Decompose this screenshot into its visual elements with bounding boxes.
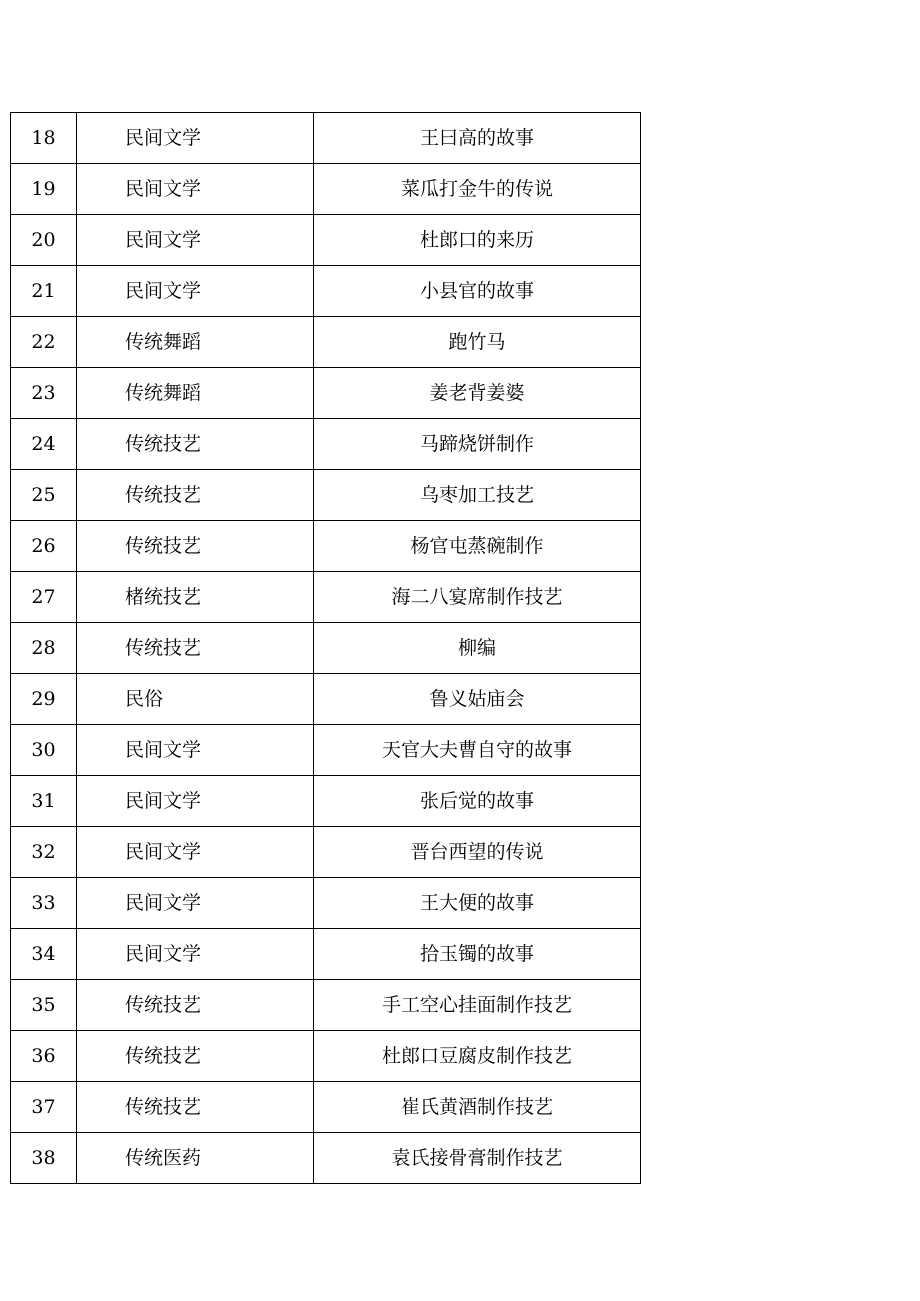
row-number-cell: 36 (11, 1031, 77, 1082)
table-row (11, 1082, 641, 1133)
item-name-cell: 杜郎口的来历 (314, 215, 641, 266)
table-row (11, 113, 641, 164)
item-name-cell: 小县官的故事 (314, 266, 641, 317)
row-number-cell: 18 (11, 113, 77, 164)
row-number-cell: 26 (11, 521, 77, 572)
table-row (11, 878, 641, 929)
heritage-list-table (10, 112, 641, 1184)
table-row (11, 215, 641, 266)
row-number-cell: 21 (11, 266, 77, 317)
item-name-cell: 鲁义姑庙会 (314, 674, 641, 725)
category-cell: 民间文学 (77, 113, 314, 164)
table-row (11, 929, 641, 980)
category-cell: 传统技艺 (77, 521, 314, 572)
category-cell: 传统医药 (77, 1133, 314, 1184)
category-cell: 传统舞蹈 (77, 317, 314, 368)
category-cell: 传统技艺 (77, 1031, 314, 1082)
category-cell: 民间文学 (77, 215, 314, 266)
row-number-cell: 20 (11, 215, 77, 266)
item-name-cell: 崔氏黄酒制作技艺 (314, 1082, 641, 1133)
row-number-cell: 32 (11, 827, 77, 878)
table-row (11, 368, 641, 419)
row-number-cell: 35 (11, 980, 77, 1031)
item-name-cell: 王曰高的故事 (314, 113, 641, 164)
category-cell: 民间文学 (77, 266, 314, 317)
table-row (11, 674, 641, 725)
table-row (11, 623, 641, 674)
table-row (11, 521, 641, 572)
item-name-cell: 拾玉镯的故事 (314, 929, 641, 980)
category-cell: 民俗 (77, 674, 314, 725)
category-cell: 楮统技艺 (77, 572, 314, 623)
row-number-cell: 28 (11, 623, 77, 674)
category-cell: 传统技艺 (77, 980, 314, 1031)
table-row (11, 1133, 641, 1184)
row-number-cell: 19 (11, 164, 77, 215)
category-cell: 传统技艺 (77, 623, 314, 674)
item-name-cell: 海二八宴席制作技艺 (314, 572, 641, 623)
item-name-cell: 晋台西望的传说 (314, 827, 641, 878)
category-cell: 传统技艺 (77, 419, 314, 470)
category-cell: 民间文学 (77, 827, 314, 878)
row-number-cell: 29 (11, 674, 77, 725)
row-number-cell: 27 (11, 572, 77, 623)
item-name-cell: 马蹄烧饼制作 (314, 419, 641, 470)
row-number-cell: 34 (11, 929, 77, 980)
category-cell: 民间文学 (77, 776, 314, 827)
table-row (11, 317, 641, 368)
row-number-cell: 23 (11, 368, 77, 419)
item-name-cell: 姜老背姜婆 (314, 368, 641, 419)
item-name-cell: 王大便的故事 (314, 878, 641, 929)
table-row (11, 470, 641, 521)
item-name-cell: 手工空心挂面制作技艺 (314, 980, 641, 1031)
category-cell: 传统舞蹈 (77, 368, 314, 419)
row-number-cell: 24 (11, 419, 77, 470)
table-row (11, 776, 641, 827)
table-row (11, 164, 641, 215)
item-name-cell: 杜郎口豆腐皮制作技艺 (314, 1031, 641, 1082)
table-row (11, 266, 641, 317)
table-row (11, 572, 641, 623)
row-number-cell: 38 (11, 1133, 77, 1184)
row-number-cell: 25 (11, 470, 77, 521)
item-name-cell: 张后觉的故事 (314, 776, 641, 827)
row-number-cell: 31 (11, 776, 77, 827)
item-name-cell: 柳编 (314, 623, 641, 674)
category-cell: 传统技艺 (77, 470, 314, 521)
table-body (11, 113, 641, 1184)
item-name-cell: 乌枣加工技艺 (314, 470, 641, 521)
row-number-cell: 33 (11, 878, 77, 929)
item-name-cell: 天官大夫曹自守的故事 (314, 725, 641, 776)
category-cell: 民间文学 (77, 929, 314, 980)
table-row (11, 419, 641, 470)
item-name-cell: 杨官屯蒸碗制作 (314, 521, 641, 572)
category-cell: 民间文学 (77, 164, 314, 215)
item-name-cell: 袁氏接骨膏制作技艺 (314, 1133, 641, 1184)
item-name-cell: 跑竹马 (314, 317, 641, 368)
table-row (11, 827, 641, 878)
row-number-cell: 30 (11, 725, 77, 776)
table-row (11, 725, 641, 776)
category-cell: 传统技艺 (77, 1082, 314, 1133)
table-row (11, 1031, 641, 1082)
category-cell: 民间文学 (77, 725, 314, 776)
row-number-cell: 22 (11, 317, 77, 368)
item-name-cell: 菜瓜打金牛的传说 (314, 164, 641, 215)
row-number-cell: 37 (11, 1082, 77, 1133)
category-cell: 民间文学 (77, 878, 314, 929)
table-row (11, 980, 641, 1031)
